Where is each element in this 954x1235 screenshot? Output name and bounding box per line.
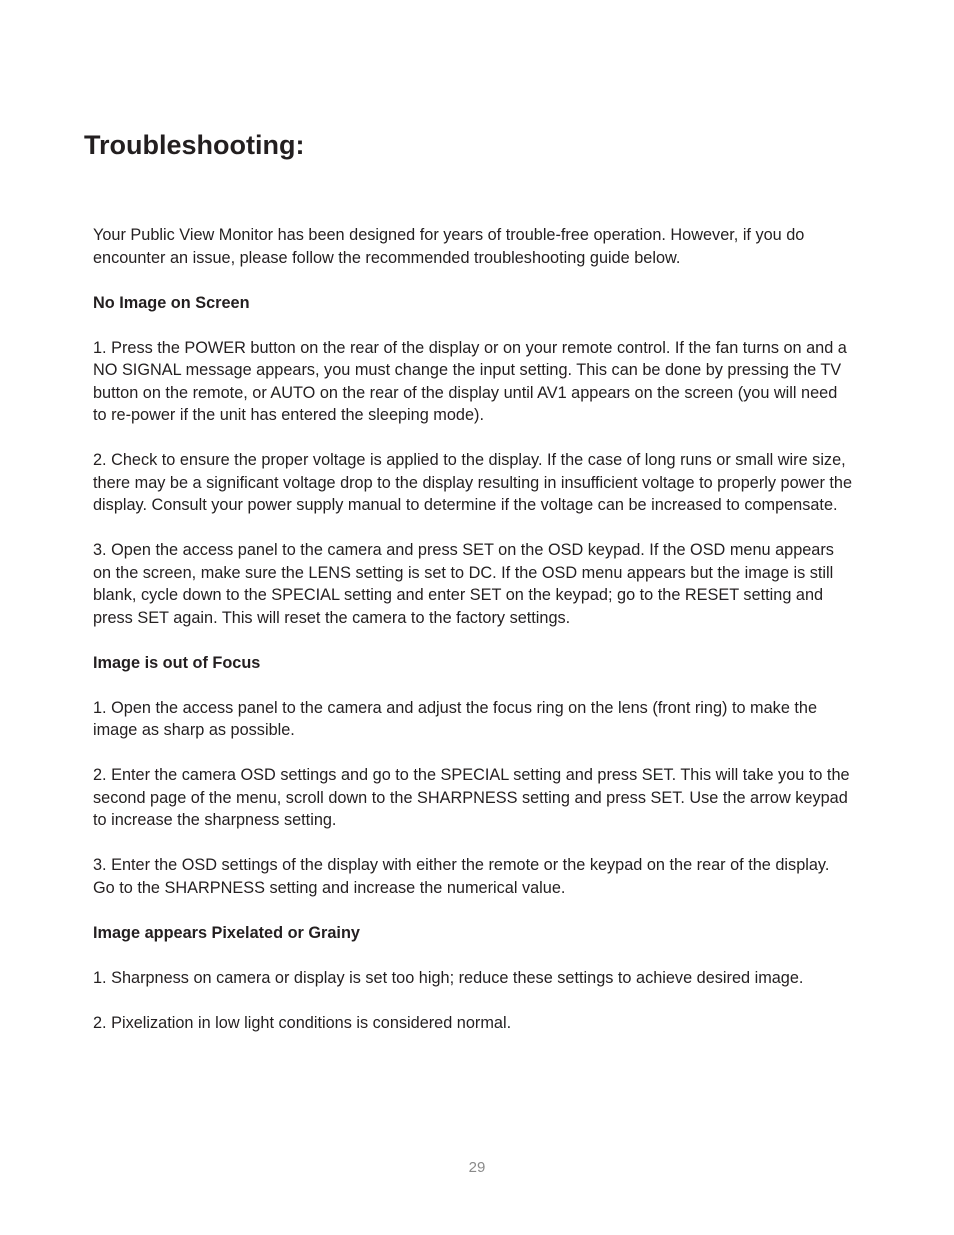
focus-step-1: 1. Open the access panel to the camera and adjust the focus ring on the lens (front ring) to make the image as sharp as possible. xyxy=(93,698,818,739)
pixelated-step-1: 1. Sharpness on camera or display is set too high; reduce these settings to achieve desired image. xyxy=(93,968,804,987)
focus-step-2: 2. Enter the camera OSD settings and go to the SPECIAL setting and press SET. This will take you to the second page of the menu, scroll down to the SHARPNESS setting and press SET. Use the arrow keypad to increase the sharpness setting. xyxy=(93,766,850,829)
pixelated-step-2: 2. Pixelization in low light conditions is considered normal. xyxy=(93,1013,512,1032)
document-body xyxy=(93,224,853,1057)
section-heading-out-of-focus: Image is out of Focus xyxy=(93,653,261,672)
no-image-step-1: 1. Press the POWER button on the rear of the display or on your remote control. If the fan turns on and a NO SIGNAL message appears, you must change the input setting. This can be done by pressing the TV button on the remote, or AUTO on the rear of the display until AV1 appears on the screen (you will need to re-power if the unit has entered the sleeping mode). xyxy=(93,338,847,424)
page-number: 29 xyxy=(468,1159,486,1176)
section-heading-no-image: No Image on Screen xyxy=(93,293,250,312)
no-image-step-2: 2. Check to ensure the proper voltage is applied to the display. If the case of long runs or small wire size, there may be a significant voltage drop to the display resulting in insufficient voltage to properly power the display. Consult your power supply manual to determine if the voltage can be increased to compensate. xyxy=(93,451,853,514)
focus-step-3: 3. Enter the OSD settings of the display with either the remote or the keypad on the rear of the display. Go to the SHARPNESS setting and increase the numerical value. xyxy=(93,856,830,897)
intro-paragraph: Your Public View Monitor has been designed for years of trouble-free operation. However, if you do encounter an issue, please follow the recommended troubleshooting guide below. xyxy=(93,226,805,267)
no-image-step-3: 3. Open the access panel to the camera and press SET on the OSD keypad. If the OSD menu appears on the screen, make sure the LENS setting is set to DC. If the OSD menu appears but the image is still blank, cycle down to the SPECIAL setting and enter SET on the keypad; go to the RESET setting and press SET again. This will reset the camera to the factory settings. xyxy=(93,541,834,627)
section-heading-pixelated: Image appears Pixelated or Grainy xyxy=(93,923,360,942)
page-title: Troubleshooting: xyxy=(84,130,305,160)
